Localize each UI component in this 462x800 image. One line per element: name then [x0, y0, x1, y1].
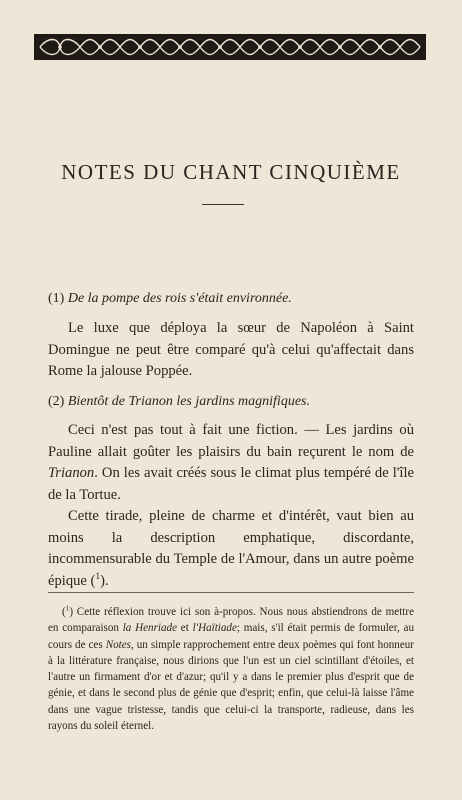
note-1: [48, 290, 414, 383]
chapter-title: NOTES DU CHANT CINQUIÈME: [61, 160, 401, 184]
footnote-1: ($^1$) Cette réflexion trouve ici son à-propos. Nous nous abstiendrons de mettre en comparaison la Henriade et l'Haïtiade; mais, s'il était permis de formuler, au cours de ces Notes, un simple rapprochement entre deux poèmes qui font honneur à la littérature française, nous dirions que l'un est un ciel scintillant d'étoiles, et l'autre un firmament d'or et d'azur; qu'il y a dans le premier plus d'esprit que de génie, et dans le second plus de génie que d'esprit; enfin, que celui-là laisse l'âme dans une vague tristesse, tandis que celui-ci la transporte, radieuse, dans les rayons du soleil éternel.: [48, 604, 415, 733]
note-2: [48, 393, 414, 592]
note-2-number: (2): [48, 394, 65, 409]
footnote-mark: 1: [65, 604, 70, 613]
note-2-paragraph-1: Ceci n'est pas tout à fait une fiction. — Les jardins où Pauline allait goûter les plaisirs du bain reçurent le nom de Trianon. On les avait créés sous le climat plus tempéré de l'île de la Tortue.: [48, 422, 414, 503]
title-divider: [202, 204, 244, 205]
trianon-italic: Trianon: [48, 465, 95, 481]
note-2-heading: [48, 393, 414, 411]
note-1-heading-text: De la pompe des rois s'était environnée.: [67, 291, 292, 306]
note-1-number: (1): [48, 291, 65, 306]
note-1-heading: [48, 290, 414, 308]
ornamental-header-band: [34, 34, 426, 60]
footnote-reference[interactable]: 1: [95, 571, 101, 582]
footnote-divider: [48, 592, 414, 593]
note-1-paragraph: Le luxe que déploya la sœur de Napoléon à Saint Domingue ne peut être comparé qu'à celui qu'affectait dans Rome la jalouse Poppée.: [48, 320, 414, 379]
note-2-heading-text: Bientôt de Trianon les jardins magnifiques.: [67, 394, 310, 409]
note-2-paragraph-2: Cette tirade, pleine de charme et d'intérêt, vaut bien au moins la description emphatique, discordante, incommensurable du Temple de l'Amour, dans un autre poème épique ($^1$).: [48, 508, 414, 589]
